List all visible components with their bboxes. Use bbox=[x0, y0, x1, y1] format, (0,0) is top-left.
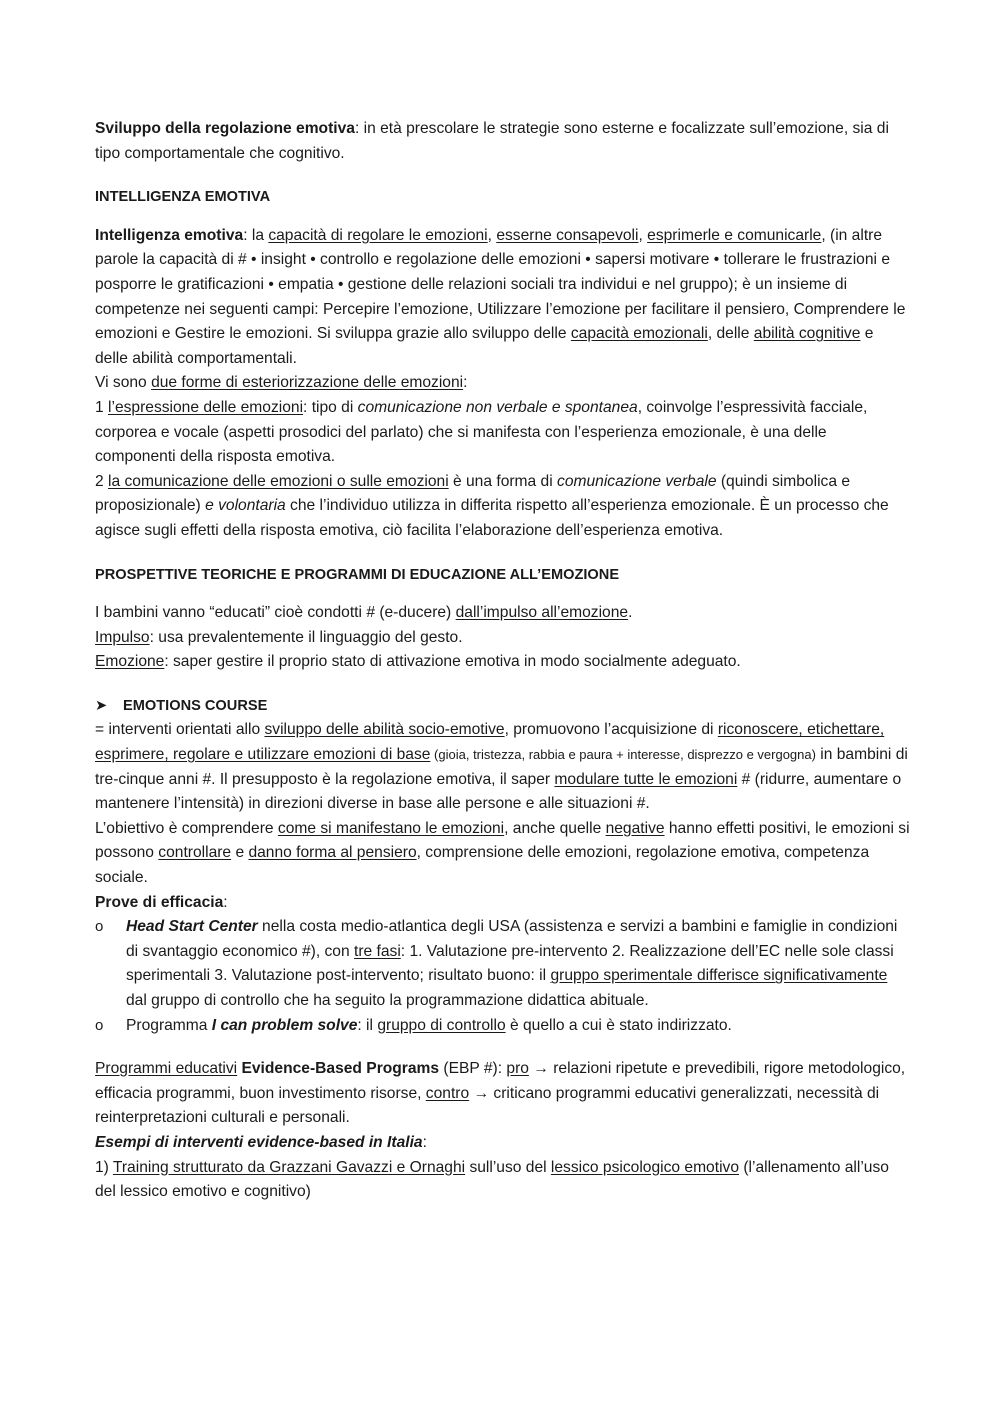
paragraph-due-forme: Vi sono due forme di esteriorizzazione delle emozioni: bbox=[95, 374, 468, 392]
arrow-right-icon: → bbox=[469, 1084, 494, 1102]
list-item-problem-solve: o Programma I can problem solve: il gruppo di controllo è quello a cui è stato indirizzato. bbox=[95, 1014, 910, 1039]
paragraph-espressione: 1 l’espressione delle emozioni: tipo di comunicazione non verbale e spontanea, coinvolge l’espressività facciale, corporea e vocale (aspetti prosodici del parlato) che si manifesta con l’esperienza emozionale, è una delle componenti della risposta emotiva. bbox=[95, 398, 868, 466]
paragraph-training: 1) Training strutturato da Grazzani Gavazzi e Ornaghi sull’uso del lessico psicologico emotivo (l’allenamento all’uso del lessico emotivo e cognitivo) bbox=[95, 1158, 889, 1201]
bullet-circle-icon: o bbox=[95, 1016, 104, 1034]
document-page bbox=[95, 117, 910, 1205]
list-item-head-start: o Head Start Center nella costa medio-atlantica degli USA (assistenza e servizi a bambini e famiglie in condizioni di svantaggio economico #), con tre fasi: 1. Valutazione pre-intervento 2. Realizzazione dell’EC nelle sole classi sperimentali 3. Valutazione post-intervento; risultato buono: il gruppo sperimentale differisce significativamente dal gruppo di controllo che ha seguito la programmazione didattica abituale. bbox=[95, 915, 910, 1013]
term-bold: Sviluppo della regolazione emotiva bbox=[95, 120, 355, 137]
paragraph-regolazione-emotiva: Sviluppo della regolazione emotiva: in età prescolare le strategie sono esterne e focalizzate sull’emozione, sia di tipo comportamentale che cognitivo. bbox=[95, 120, 889, 162]
bullet-circle-icon: o bbox=[95, 918, 104, 936]
paragraph-interventi: = interventi orientati allo sviluppo delle abilità socio-emotive, promuovono l’acquisizione di riconoscere, etichettare, esprimere, regolare e utilizzare emozioni di base (gioia, tristezza, rabbia e paura + interesse, disprezzo e vergogna) in bambini di tre-cinque anni #. Il presupposto è la regolazione emotiva, il saper modulare tutte le emozioni # (ridurre, aumentare o mantenere l’intensità) in direzioni diverse in base alle persone e alle situazioni #. bbox=[95, 721, 908, 813]
paragraph-educati: I bambini vanno “educati” cioè condotti # (e-ducere) dall’impulso all’emozione. bbox=[95, 604, 633, 622]
heading-emotions-course: ➤ EMOTIONS COURSE bbox=[95, 694, 910, 719]
paragraph-obiettivo: L’obiettivo è comprendere come si manifestano le emozioni, anche quelle negative hanno effetti positivi, le emozioni si possono controllare e danno forma al pensiero, comprensione delle emozioni, regolazione emotiva, competenza sociale. bbox=[95, 819, 910, 887]
paragraph-comunicazione: 2 la comunicazione delle emozioni o sulle emozioni è una forma di comunicazione verbale (quindi simbolica e proposizionale) e volontaria che l’individuo utilizza in differita rispetto all’esperienza emozionale. È un processo che agisce sugli effetti della risposta emotiva, ciò facilita l’elaborazione dell’esperienza emotiva. bbox=[95, 472, 889, 539]
heading-intelligenza-emotiva: INTELLIGENZA EMOTIVA bbox=[95, 189, 271, 206]
arrow-bullet-icon: ➤ bbox=[95, 697, 108, 714]
paragraph-emozione: Emozione: saper gestire il proprio stato di attivazione emotiva in modo socialmente adeguato. bbox=[95, 653, 741, 671]
paragraph-intelligenza-emotiva: Intelligenza emotiva: la capacità di regolare le emozioni, esserne consapevoli, esprimerle e comunicarle, (in altre parole la capacità di # • insight • controllo e regolazione delle emozioni • sapersi motivare • tollerare le frustrazioni e posporre le gratificazioni • empatia • gestione delle relazioni sociali tra individui e nel gruppo); è un insieme di competenze nei seguenti campi: Percepire l’emozione, Utilizzare l’emozione per facilitare il pensiero, Comprendere le emozioni e Gestire le emozioni. Si sviluppa grazie allo sviluppo delle capacità emozionali, delle abilità cognitive e delle abilità comportamentali. bbox=[95, 226, 906, 367]
paragraph-prove-efficacia: Prove di efficacia: bbox=[95, 893, 228, 911]
arrow-right-icon: → bbox=[528, 1060, 554, 1078]
efficacy-list bbox=[95, 915, 910, 1038]
paragraph-esempi: Esempi di interventi evidence-based in Italia: bbox=[95, 1133, 427, 1151]
paragraph-ebp: Programmi educativi Evidence-Based Programs (EBP #): pro → relazioni ripetute e prevedibili, rigore metodologico, efficacia programmi, buon investimento risorse, contro → criticano programmi educativi generalizzati, necessità di reinterpretazioni culturali e personali. bbox=[95, 1060, 906, 1127]
paragraph-impulso: Impulso: usa prevalentemente il linguaggio del gesto. bbox=[95, 628, 463, 646]
heading-prospettive-teoriche: PROSPETTIVE TEORICHE E PROGRAMMI DI EDUCAZIONE ALL’EMOZIONE bbox=[95, 566, 620, 583]
